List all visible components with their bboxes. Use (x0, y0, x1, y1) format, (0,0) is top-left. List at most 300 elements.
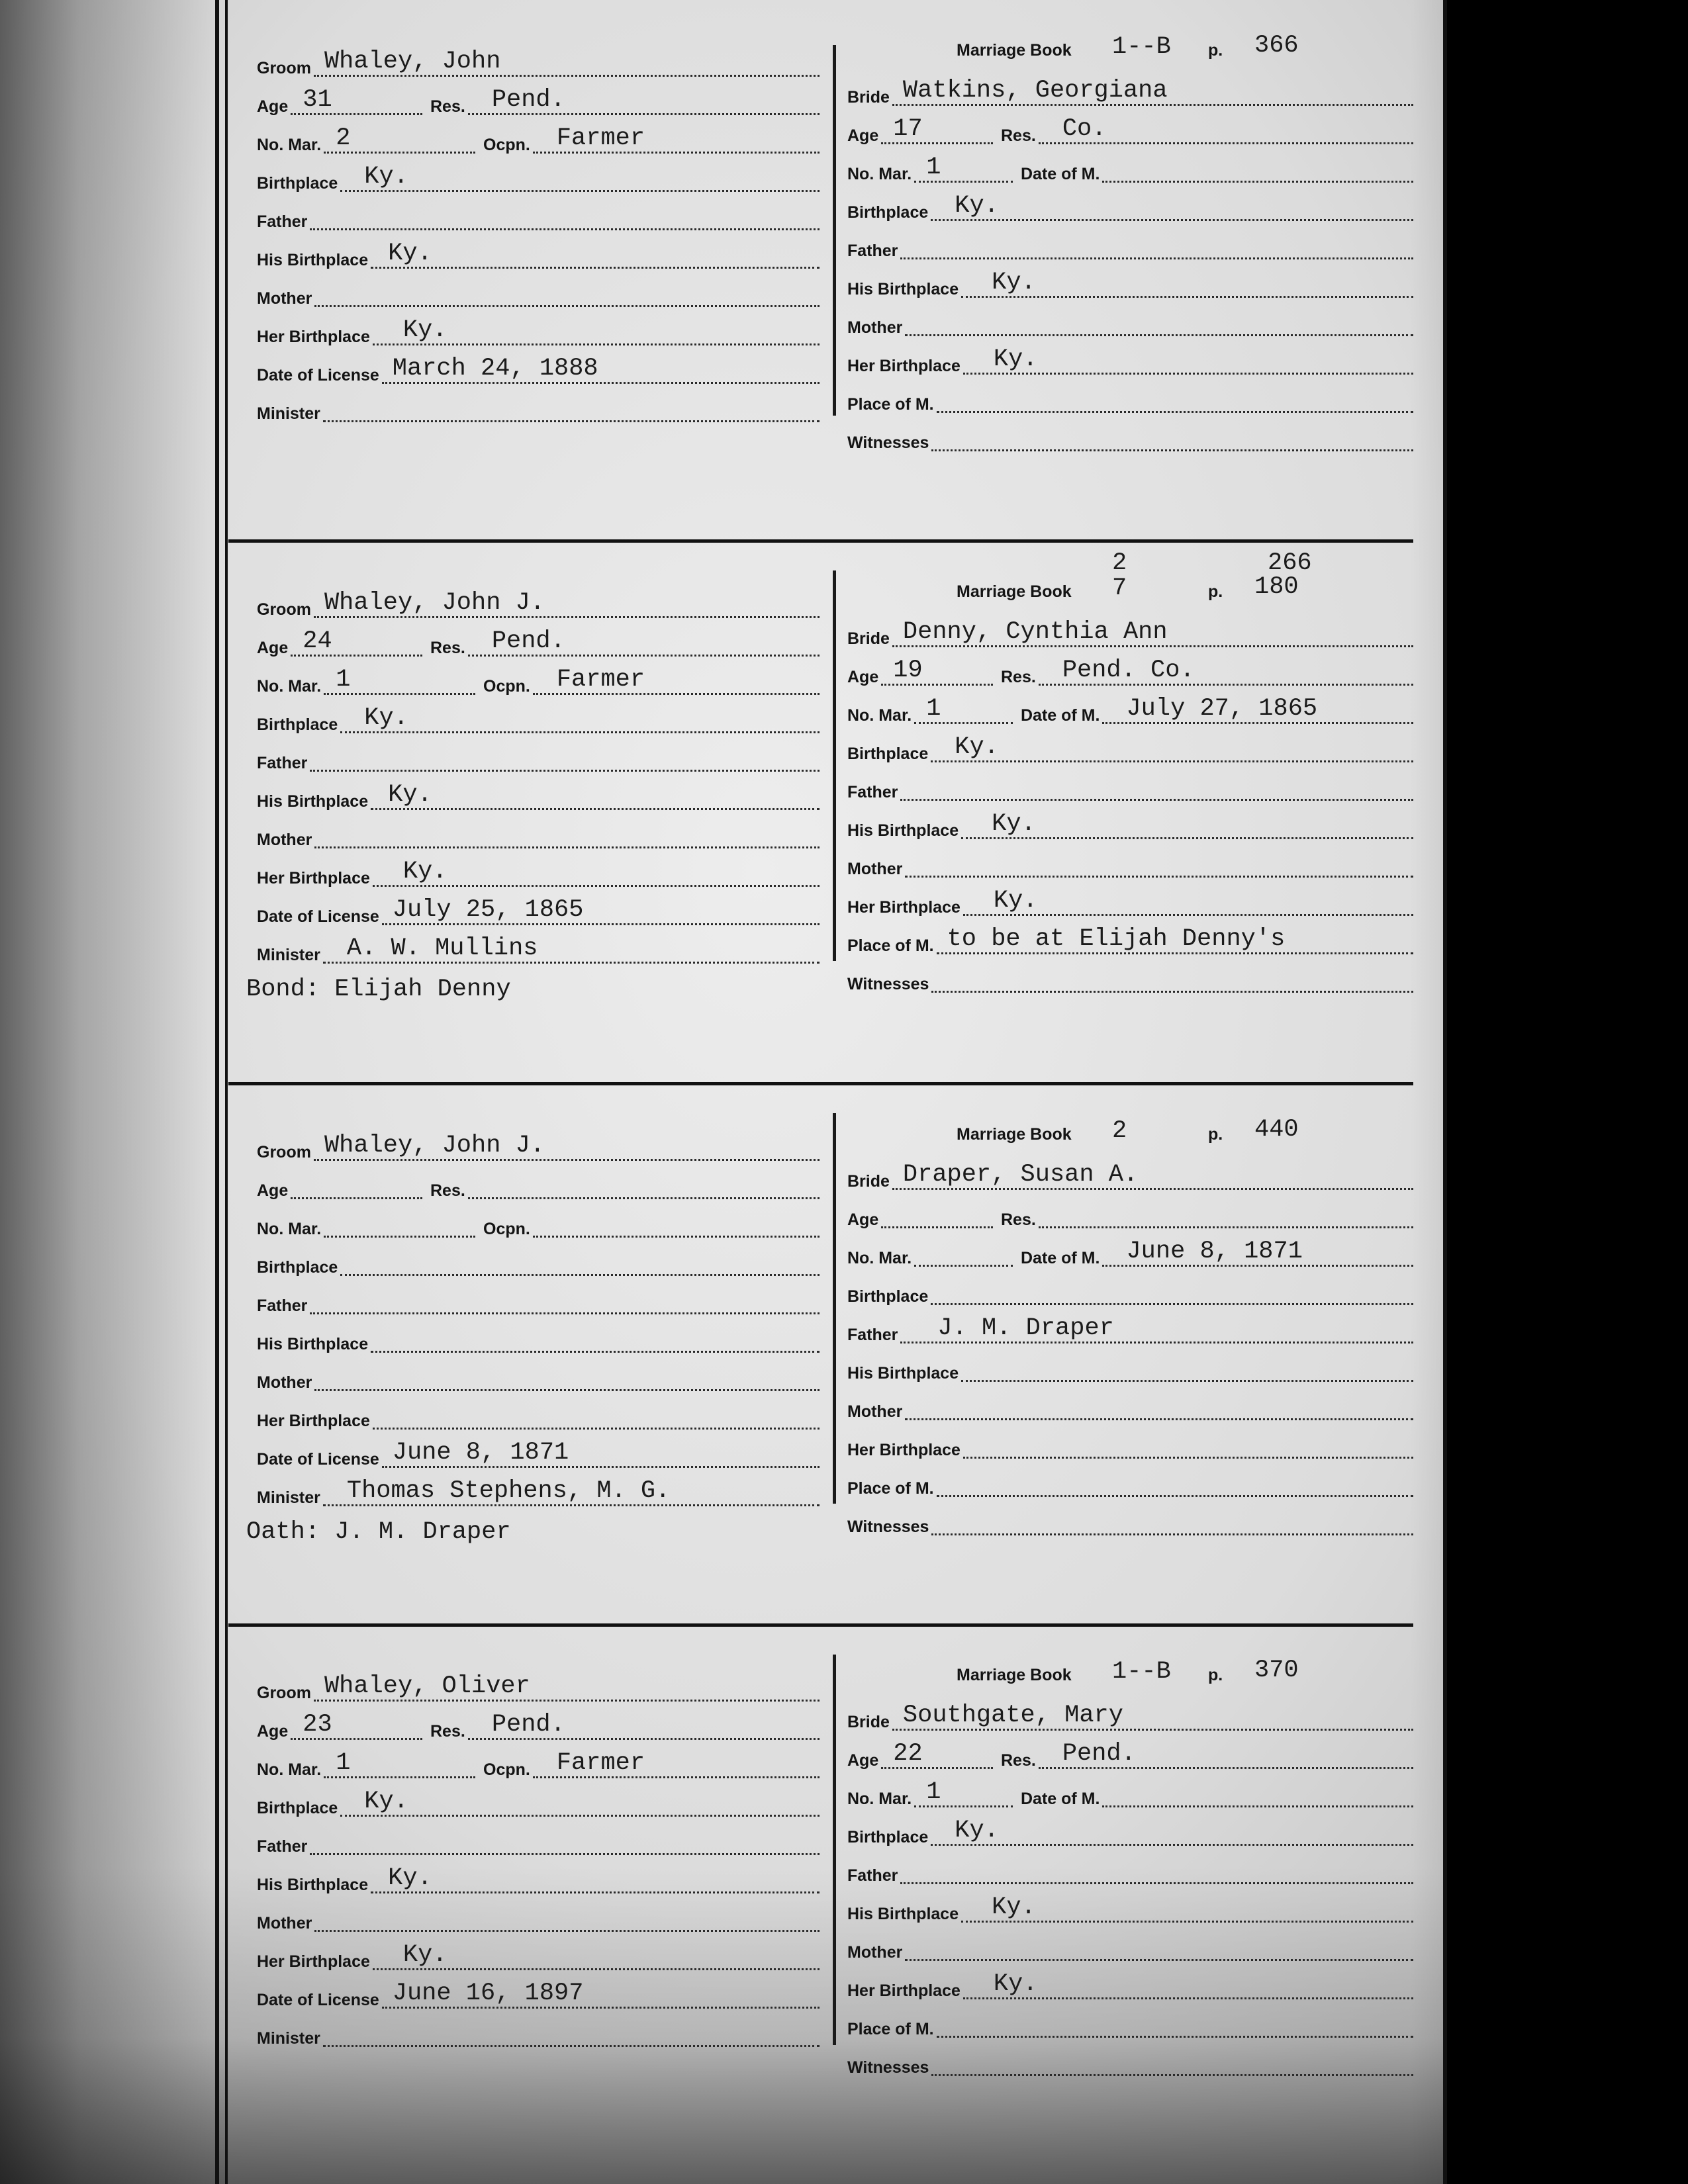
marriage-book-value: 1--B (1112, 33, 1171, 61)
groom-nomar-ocpn-b (483, 1203, 820, 1240)
record-separator (228, 1623, 1413, 1627)
bride-witnesses-leader (931, 449, 1413, 451)
bride-witnesses-label: Witnesses (847, 2058, 929, 2077)
groom-his-birthplace-value: Ky. (388, 1864, 432, 1892)
bride-place-of-m (847, 2003, 1413, 2040)
groom-mother-leader (314, 1930, 820, 1932)
bride-mother-leader (905, 1418, 1413, 1420)
groom-nomar-ocpn-a (257, 1203, 475, 1240)
bride-birthplace-value: Ky. (955, 192, 999, 220)
bride-name-value: Watkins, Georgiana (902, 77, 1168, 105)
groom-mother (257, 1897, 820, 1934)
bride-place-of-m-label: Place of M. (847, 395, 934, 414)
bride-father (847, 1309, 1413, 1346)
bride-her-birthplace-value: Ky. (993, 345, 1038, 373)
left-margin-rule-inner (225, 0, 228, 2184)
bride-birthplace-label: Birthplace (847, 745, 929, 763)
bride-name (847, 71, 1413, 109)
groom-birthplace-value: Ky. (364, 1788, 408, 1815)
bride-his-birthplace-value: Ky. (992, 810, 1036, 838)
groom-birthplace (257, 699, 820, 736)
bride-place-of-m-leader (937, 411, 1413, 413)
bride-father (847, 225, 1413, 262)
bride-nomar-datem-a (847, 148, 1013, 185)
bride-mother (847, 302, 1413, 339)
groom-age-res-b-label: Res. (430, 1181, 465, 1200)
bride-age-res-b-label: Res. (1001, 1210, 1036, 1229)
groom-minister-label: Minister (257, 946, 320, 964)
bride-mother-label: Mother (847, 860, 903, 878)
bride-place-of-m-leader (937, 1495, 1413, 1497)
bride-mother-leader (905, 1959, 1413, 1961)
bride-age-res-b-leader (1039, 1226, 1413, 1228)
bride-his-birthplace (847, 805, 1413, 842)
groom-minister-leader (323, 420, 820, 422)
bride-birthplace-leader (931, 760, 1413, 762)
groom-nomar-ocpn-a-label: No. Mar. (257, 1760, 322, 1779)
bride-mother-label: Mother (847, 1402, 903, 1421)
groom-nomar-ocpn-a-label: No. Mar. (257, 677, 322, 696)
bride-mother (847, 1386, 1413, 1423)
marriage-page-label: p. (1208, 1125, 1223, 1144)
bride-father-value: J. M. Draper (937, 1314, 1114, 1342)
bride-nomar-datem-b-label: Date of M. (1021, 706, 1100, 725)
bride-age-res-a (847, 110, 993, 147)
groom-name-label: Groom (257, 59, 311, 77)
marriage-book-value: 2 (1112, 1117, 1127, 1145)
groom-age-res-b-value: Pend. (491, 1711, 565, 1739)
record-separator (228, 539, 1413, 543)
groom-his-birthplace-leader (371, 267, 820, 269)
marriage-page-value: 370 (1254, 1657, 1299, 1684)
bride-father-label: Father (847, 1326, 898, 1344)
bride-witnesses-label: Witnesses (847, 433, 929, 452)
groom-father-label: Father (257, 1297, 308, 1315)
bride-age-res-b-label: Res. (1001, 126, 1036, 145)
groom-name-value: Whaley, Oliver (324, 1672, 530, 1700)
groom-his-birthplace-leader (371, 1891, 820, 1893)
groom-father (257, 737, 820, 774)
groom-her-birthplace-label: Her Birthplace (257, 869, 370, 887)
bride-place-of-m-label: Place of M. (847, 1479, 934, 1498)
groom-age-res-b (430, 622, 820, 659)
groom-mother (257, 1357, 820, 1394)
bride-place-of-m-label: Place of M. (847, 2020, 934, 2038)
groom-his-birthplace-leader (371, 1351, 820, 1353)
groom-his-birthplace-leader (371, 808, 820, 810)
bride-his-birthplace-label: His Birthplace (847, 1905, 959, 1923)
groom-age-res-b-label: Res. (430, 97, 465, 116)
bride-nomar-datem-a-label: No. Mar. (847, 706, 912, 725)
groom-his-birthplace (257, 234, 820, 271)
bride-father-leader (900, 1882, 1413, 1884)
bride-age-res-a-value: 19 (893, 657, 923, 684)
marriage-book-value: 7 (1112, 574, 1127, 602)
groom-nomar-ocpn-b-leader (533, 1236, 820, 1238)
bride-witnesses (847, 958, 1413, 995)
groom-birthplace (257, 1242, 820, 1279)
bride-name-label: Bride (847, 1713, 890, 1731)
bride-father-leader (900, 799, 1413, 801)
groom-nomar-ocpn-a (257, 1744, 475, 1781)
groom-date-of-license (257, 349, 820, 387)
bride-witnesses-label: Witnesses (847, 1518, 929, 1536)
groom-age-res-a (257, 1706, 422, 1743)
bride-father (847, 1850, 1413, 1887)
bride-age-res-b-value: Pend. (1062, 1740, 1136, 1768)
bride-her-birthplace (847, 882, 1413, 919)
bride-name-label: Bride (847, 629, 890, 648)
groom-age-res-b (430, 1706, 820, 1743)
bride-birthplace (847, 728, 1413, 765)
bride-his-birthplace-value: Ky. (992, 269, 1036, 296)
groom-name-value: Whaley, John J. (324, 589, 545, 617)
bride-witnesses (847, 417, 1413, 454)
bride-birthplace (847, 187, 1413, 224)
bride-birthplace-leader (931, 1844, 1413, 1846)
groom-age-res-a-value: 23 (303, 1711, 332, 1739)
groom-nomar-ocpn-b-label: Ocpn. (483, 1220, 530, 1238)
groom-mother-leader (314, 305, 820, 307)
bride-age-res-a-leader (881, 1226, 993, 1228)
bride-age-res-b-label: Res. (1001, 668, 1036, 686)
groom-birthplace (257, 1782, 820, 1819)
bride-age-res-a-label: Age (847, 668, 879, 686)
groom-father-leader (310, 1312, 820, 1314)
bride-mother-label: Mother (847, 318, 903, 337)
bride-witnesses-label: Witnesses (847, 975, 929, 993)
groom-age-res-b (430, 1165, 820, 1202)
bride-her-birthplace-label: Her Birthplace (847, 357, 961, 375)
bride-age-res-a-value: 17 (893, 115, 923, 143)
groom-date-of-license-label: Date of License (257, 907, 379, 926)
groom-his-birthplace (257, 1318, 820, 1355)
groom-name-label: Groom (257, 600, 311, 619)
groom-date-of-license-label: Date of License (257, 366, 379, 385)
bride-nomar-datem-a-leader (914, 1265, 1013, 1267)
bride-name-value: Draper, Susan A. (902, 1161, 1139, 1189)
groom-father-label: Father (257, 1837, 308, 1856)
bride-age-res-b (1001, 1735, 1413, 1772)
bride-age-res-a-value: 22 (893, 1740, 923, 1768)
bride-age-res-a-label: Age (847, 1751, 879, 1770)
groom-mother-label: Mother (257, 1914, 312, 1933)
groom-nomar-ocpn-b-value: Farmer (556, 124, 645, 152)
scan-border (1446, 0, 1688, 2184)
bride-her-birthplace-value: Ky. (993, 887, 1038, 915)
groom-name-label: Groom (257, 1143, 311, 1161)
bride-her-birthplace (847, 1965, 1413, 2002)
groom-nomar-ocpn-b-label: Ocpn. (483, 136, 530, 154)
bride-nomar-datem-b-leader (1102, 1805, 1413, 1807)
groom-date-of-license-value: June 16, 1897 (392, 1979, 584, 2007)
bride-name-value: Denny, Cynthia Ann (902, 618, 1168, 646)
groom-nomar-ocpn-b (483, 119, 820, 156)
column-divider (833, 570, 836, 961)
bride-place-of-m (847, 920, 1413, 957)
bride-nomar-datem-b-value: July 27, 1865 (1126, 695, 1318, 723)
bride-his-birthplace (847, 1888, 1413, 1925)
groom-age-res-a (257, 1165, 422, 1202)
groom-her-birthplace-label: Her Birthplace (257, 1412, 370, 1430)
bride-place-of-m (847, 1463, 1413, 1500)
column-divider (833, 1655, 836, 2045)
groom-nomar-ocpn-a-value: 1 (336, 666, 351, 694)
right-margin-rule (1443, 0, 1447, 2184)
groom-minister (257, 388, 820, 425)
bride-nomar-datem-a-label: No. Mar. (847, 165, 912, 183)
groom-age-res-a-label: Age (257, 97, 289, 116)
marriage-page-label: p. (1208, 582, 1223, 601)
bride-age-res-b (1001, 1194, 1413, 1231)
bride-place-of-m-value: to be at Elijah Denny's (947, 925, 1286, 953)
groom-minister-leader (323, 2045, 820, 2047)
bride-age-res-a (847, 1735, 993, 1772)
record-separator (228, 1082, 1413, 1085)
groom-mother-leader (314, 846, 820, 848)
bride-father-label: Father (847, 783, 898, 801)
left-margin-rule (215, 0, 219, 2184)
marriage-page-value: 366 (1254, 32, 1299, 60)
groom-age-res-a (257, 81, 422, 118)
groom-father (257, 1821, 820, 1858)
column-divider (833, 1113, 836, 1504)
groom-nomar-ocpn-a-label: No. Mar. (257, 136, 322, 154)
marriage-page-value: 440 (1254, 1116, 1299, 1144)
groom-age-res-b (430, 81, 820, 118)
groom-mother-label: Mother (257, 831, 312, 849)
groom-age-res-b-value: Pend. (491, 627, 565, 655)
bride-birthplace-leader (931, 219, 1413, 221)
bride-witnesses (847, 2042, 1413, 2079)
groom-name (257, 42, 820, 79)
groom-date-of-license-value: July 25, 1865 (392, 896, 584, 924)
groom-father-leader (310, 770, 820, 772)
bride-age-res-a (847, 1194, 993, 1231)
marriage-page-extra: 266 (1268, 549, 1312, 577)
groom-nomar-ocpn-a (257, 660, 475, 698)
marriage-page-label: p. (1208, 1666, 1223, 1684)
groom-nomar-ocpn-a (257, 119, 475, 156)
bride-birthplace-label: Birthplace (847, 203, 929, 222)
groom-mother-label: Mother (257, 289, 312, 308)
groom-minister-label: Minister (257, 2029, 320, 2048)
groom-minister (257, 929, 820, 966)
groom-date-of-license (257, 1433, 820, 1471)
bride-nomar-datem-b-leader (1102, 181, 1413, 183)
groom-nomar-ocpn-b-label: Ocpn. (483, 677, 530, 696)
groom-birthplace-label: Birthplace (257, 174, 338, 193)
bride-her-birthplace (847, 340, 1413, 377)
bride-her-birthplace-label: Her Birthplace (847, 898, 961, 917)
bride-birthplace (847, 1811, 1413, 1848)
bride-nomar-datem-b-label: Date of M. (1021, 1790, 1100, 1808)
groom-nomar-ocpn-b (483, 660, 820, 698)
bride-mother-label: Mother (847, 1943, 903, 1962)
groom-her-birthplace (257, 1936, 820, 1973)
groom-minister (257, 2013, 820, 2050)
bride-nomar-datem-a (847, 1232, 1013, 1269)
groom-nomar-ocpn-b (483, 1744, 820, 1781)
bride-his-birthplace (847, 1347, 1413, 1385)
groom-birthplace-leader (340, 1274, 820, 1276)
bride-birthplace (847, 1271, 1413, 1308)
bride-nomar-datem-a-value: 1 (926, 154, 941, 181)
groom-nomar-ocpn-a-leader (324, 1236, 475, 1238)
groom-birthplace-leader (340, 190, 820, 192)
bride-her-birthplace-label: Her Birthplace (847, 1441, 961, 1459)
groom-date-of-license-label: Date of License (257, 1450, 379, 1469)
bride-nomar-datem-b (1021, 1773, 1413, 1810)
groom-date-of-license (257, 891, 820, 928)
bride-nomar-datem-b-label: Date of M. (1021, 165, 1100, 183)
bride-nomar-datem-b (1021, 690, 1413, 727)
marriage-page-value: 180 (1254, 573, 1299, 601)
groom-father (257, 1280, 820, 1317)
bride-place-of-m (847, 379, 1413, 416)
groom-birthplace (257, 158, 820, 195)
groom-mother (257, 814, 820, 851)
bride-age-res-a-label: Age (847, 1210, 879, 1229)
groom-her-birthplace-leader (373, 1428, 820, 1430)
bride-name-label: Bride (847, 1172, 890, 1191)
groom-age-res-a-label: Age (257, 639, 289, 657)
groom-father (257, 196, 820, 233)
bride-mother (847, 1927, 1413, 1964)
groom-birthplace-leader (340, 1815, 820, 1817)
bride-age-res-a (847, 651, 993, 688)
groom-nomar-ocpn-a-value: 1 (336, 1749, 351, 1777)
marriage-book-label: Marriage Book (957, 41, 1072, 60)
bride-his-birthplace-value: Ky. (992, 1893, 1036, 1921)
groom-minister-value: A. W. Mullins (346, 934, 538, 962)
groom-father-label: Father (257, 754, 308, 772)
groom-age-res-a-value: 24 (303, 627, 332, 655)
groom-his-birthplace-label: His Birthplace (257, 792, 369, 811)
bride-name (847, 1156, 1413, 1193)
groom-date-of-license-value: June 8, 1871 (392, 1439, 569, 1467)
bride-his-birthplace-label: His Birthplace (847, 1364, 959, 1383)
bride-birthplace-leader (931, 1303, 1413, 1305)
groom-age-res-b-label: Res. (430, 639, 465, 657)
groom-date-of-license (257, 1974, 820, 2011)
bride-father-label: Father (847, 1866, 898, 1885)
bride-age-res-a-label: Age (847, 126, 879, 145)
bride-nomar-datem-b (1021, 148, 1413, 185)
groom-mother-label: Mother (257, 1373, 312, 1392)
groom-name-value: Whaley, John J. (324, 1132, 545, 1160)
bride-nomar-datem-a-label: No. Mar. (847, 1790, 912, 1808)
groom-his-birthplace (257, 1859, 820, 1896)
groom-minister-label: Minister (257, 404, 320, 423)
groom-his-birthplace-label: His Birthplace (257, 1876, 369, 1894)
record-note: Bond: Elijah Denny (246, 976, 511, 1003)
groom-her-birthplace-value: Ky. (402, 1941, 447, 1969)
bride-name (847, 1696, 1413, 1733)
groom-mother-leader (314, 1389, 820, 1391)
bride-nomar-datem-a-value: 1 (926, 1778, 941, 1806)
groom-his-birthplace-label: His Birthplace (257, 1335, 369, 1353)
bride-nomar-datem-a (847, 690, 1013, 727)
bride-his-birthplace-leader (961, 1380, 1413, 1382)
groom-her-birthplace-label: Her Birthplace (257, 328, 370, 346)
groom-her-birthplace-label: Her Birthplace (257, 1952, 370, 1971)
bride-nomar-datem-b (1021, 1232, 1413, 1269)
bride-name-value: Southgate, Mary (902, 1702, 1123, 1729)
bride-age-res-b (1001, 651, 1413, 688)
marriage-book-label: Marriage Book (957, 1666, 1072, 1684)
bride-her-birthplace-value: Ky. (993, 1970, 1038, 1998)
column-divider (833, 45, 836, 416)
bride-place-of-m-leader (937, 2036, 1413, 2038)
groom-date-of-license-value: March 24, 1888 (392, 355, 598, 383)
bride-birthplace-label: Birthplace (847, 1828, 929, 1846)
groom-minister-value: Thomas Stephens, M. G. (346, 1477, 671, 1505)
bride-mother-leader (905, 876, 1413, 878)
bride-mother-leader (905, 334, 1413, 336)
groom-mother (257, 273, 820, 310)
bride-witnesses (847, 1501, 1413, 1538)
bride-her-birthplace-label: Her Birthplace (847, 1981, 961, 2000)
groom-father-leader (310, 1853, 820, 1855)
bride-father-label: Father (847, 242, 898, 260)
groom-date-of-license-label: Date of License (257, 1991, 379, 2009)
groom-nomar-ocpn-b-label: Ocpn. (483, 1760, 530, 1779)
groom-birthplace-value: Ky. (364, 704, 408, 732)
groom-age-res-a-label: Age (257, 1722, 289, 1741)
bride-witnesses-leader (931, 2074, 1413, 2076)
bride-nomar-datem-a (847, 1773, 1013, 1810)
record-note: Oath: J. M. Draper (246, 1518, 511, 1546)
groom-father-label: Father (257, 212, 308, 231)
groom-age-res-a-leader (291, 1197, 422, 1199)
groom-birthplace-label: Birthplace (257, 1799, 338, 1817)
groom-her-birthplace (257, 852, 820, 889)
groom-age-res-a (257, 622, 422, 659)
groom-age-res-b-value: Pend. (491, 86, 565, 114)
bride-age-res-b-value: Co. (1062, 115, 1107, 143)
bride-place-of-m-label: Place of M. (847, 936, 934, 955)
groom-her-birthplace-value: Ky. (402, 858, 447, 886)
groom-father-leader (310, 228, 820, 230)
bride-witnesses-leader (931, 991, 1413, 993)
groom-name (257, 584, 820, 621)
bride-his-birthplace-label: His Birthplace (847, 280, 959, 298)
bride-age-res-b (1001, 110, 1413, 147)
groom-age-res-b-leader (468, 1197, 820, 1199)
groom-minister-label: Minister (257, 1488, 320, 1507)
groom-name-label: Groom (257, 1684, 311, 1702)
groom-his-birthplace (257, 776, 820, 813)
groom-age-res-b-label: Res. (430, 1722, 465, 1741)
groom-birthplace-leader (340, 731, 820, 733)
bride-his-birthplace (847, 263, 1413, 300)
bride-name (847, 613, 1413, 650)
groom-her-birthplace (257, 1395, 820, 1432)
bride-nomar-datem-a-value: 1 (926, 695, 941, 723)
groom-age-res-a-label: Age (257, 1181, 289, 1200)
bride-birthplace-label: Birthplace (847, 1287, 929, 1306)
groom-his-birthplace-value: Ky. (388, 240, 432, 267)
groom-name-value: Whaley, John (324, 48, 501, 75)
bride-father (847, 766, 1413, 803)
groom-nomar-ocpn-b-value: Farmer (556, 1749, 645, 1777)
groom-his-birthplace-value: Ky. (388, 781, 432, 809)
marriage-book-label: Marriage Book (957, 1125, 1072, 1144)
groom-nomar-ocpn-a-label: No. Mar. (257, 1220, 322, 1238)
marriage-book-extra: 2 (1112, 549, 1127, 577)
groom-age-res-a-value: 31 (303, 86, 332, 114)
